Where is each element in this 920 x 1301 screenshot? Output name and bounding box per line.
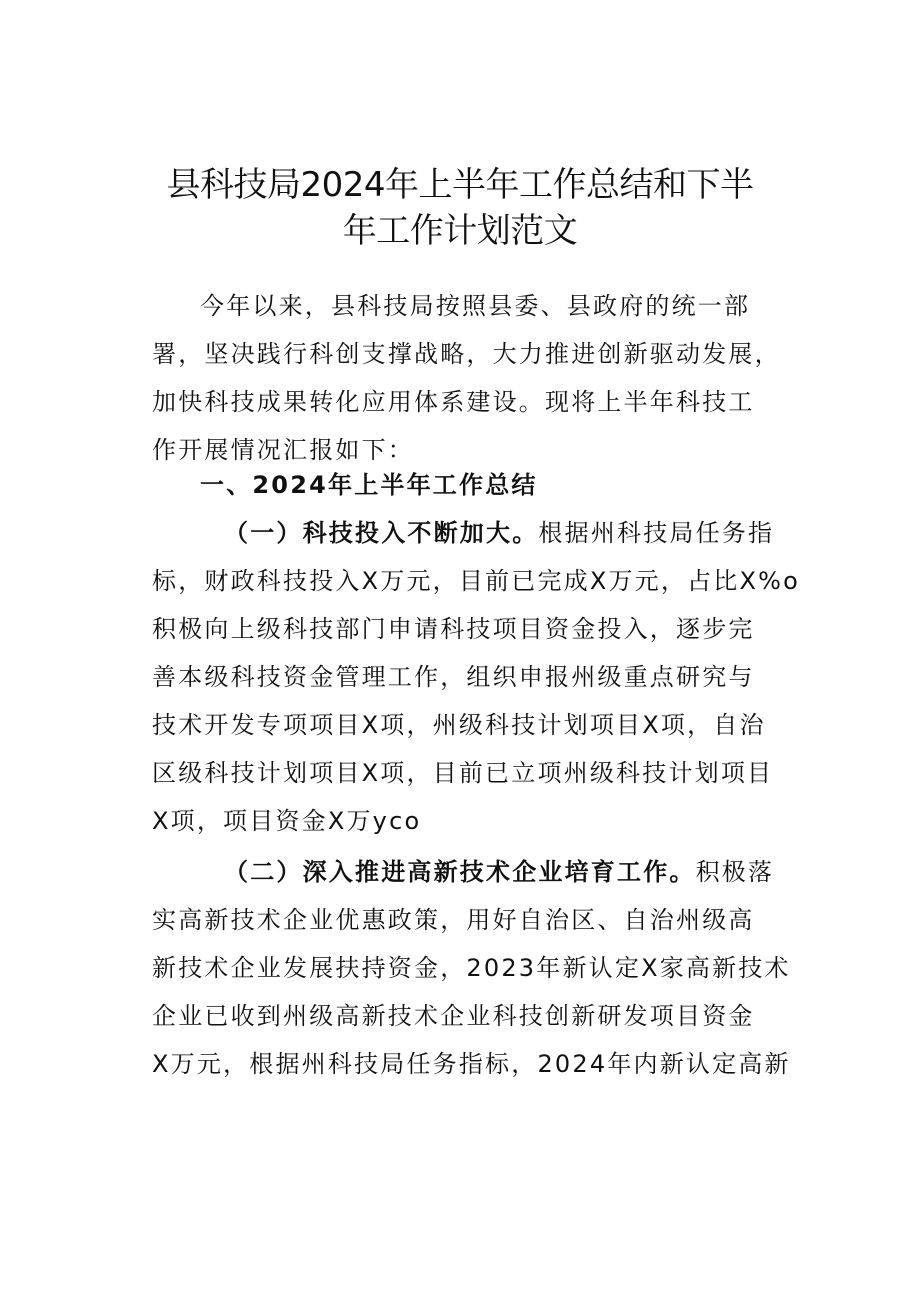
section-2-label: （二）深入推进高新技术企业培育工作。 <box>224 858 696 886</box>
title-line-2: 年工作计划范文 <box>342 211 578 251</box>
section-1-first-line: 根据州科技局任务指 <box>538 519 775 547</box>
section-2-line: 新技术企业发展扶持资金，2023年新认定X家高新技术 <box>152 954 791 982</box>
intro-paragraph <box>152 282 781 474</box>
intro-line: 署，坚决践行科创支撑战略，大力推进创新驱动发展， <box>152 340 781 368</box>
section-2-paragraph <box>152 848 791 1088</box>
section-2-line: 企业已收到州级高新技术企业科技创新研发项目资金 <box>152 1002 755 1030</box>
section-1-line: 标，财政科技投入X万元，目前已完成X万元，占比X%o <box>152 567 801 595</box>
intro-line: 作开展情况汇报如下： <box>152 436 414 464</box>
section-2-line: 实高新技术企业优惠政策，用好自治区、自治州级高 <box>152 906 755 934</box>
section-2-first-line: 积极落 <box>695 858 775 886</box>
section-1-line: 积极向上级科技部门申请科技项目资金投入，逐步完 <box>152 615 755 643</box>
heading-1-text: 一、2024年上半年工作总结 <box>200 471 538 499</box>
section-1-label: （一）科技投入不断加大。 <box>224 519 539 547</box>
intro-line: 今年以来，县科技局按照县委、县政府的统一部 <box>200 292 751 320</box>
section-1-line: X项，项目资金X万yco <box>152 807 422 835</box>
section-heading <box>152 461 768 509</box>
document-title <box>140 162 780 254</box>
section-1-line: 善本级科技资金管理工作，组织申报州级重点研究与 <box>152 663 755 691</box>
intro-line: 加快科技成果转化应用体系建设。现将上半年科技工 <box>152 388 755 416</box>
title-line-1: 县科技局2024年上半年工作总结和下半 <box>166 165 754 205</box>
section-2-line: X万元，根据州科技局任务指标，2024年内新认定高新 <box>152 1050 791 1078</box>
section-1-paragraph <box>152 509 801 845</box>
section-1-line: 区级科技计划项目X项，目前已立项州级科技计划项目 <box>152 759 774 787</box>
section-1-line: 技术开发专项项目X项，州级科技计划项目X项，自治 <box>152 711 766 739</box>
